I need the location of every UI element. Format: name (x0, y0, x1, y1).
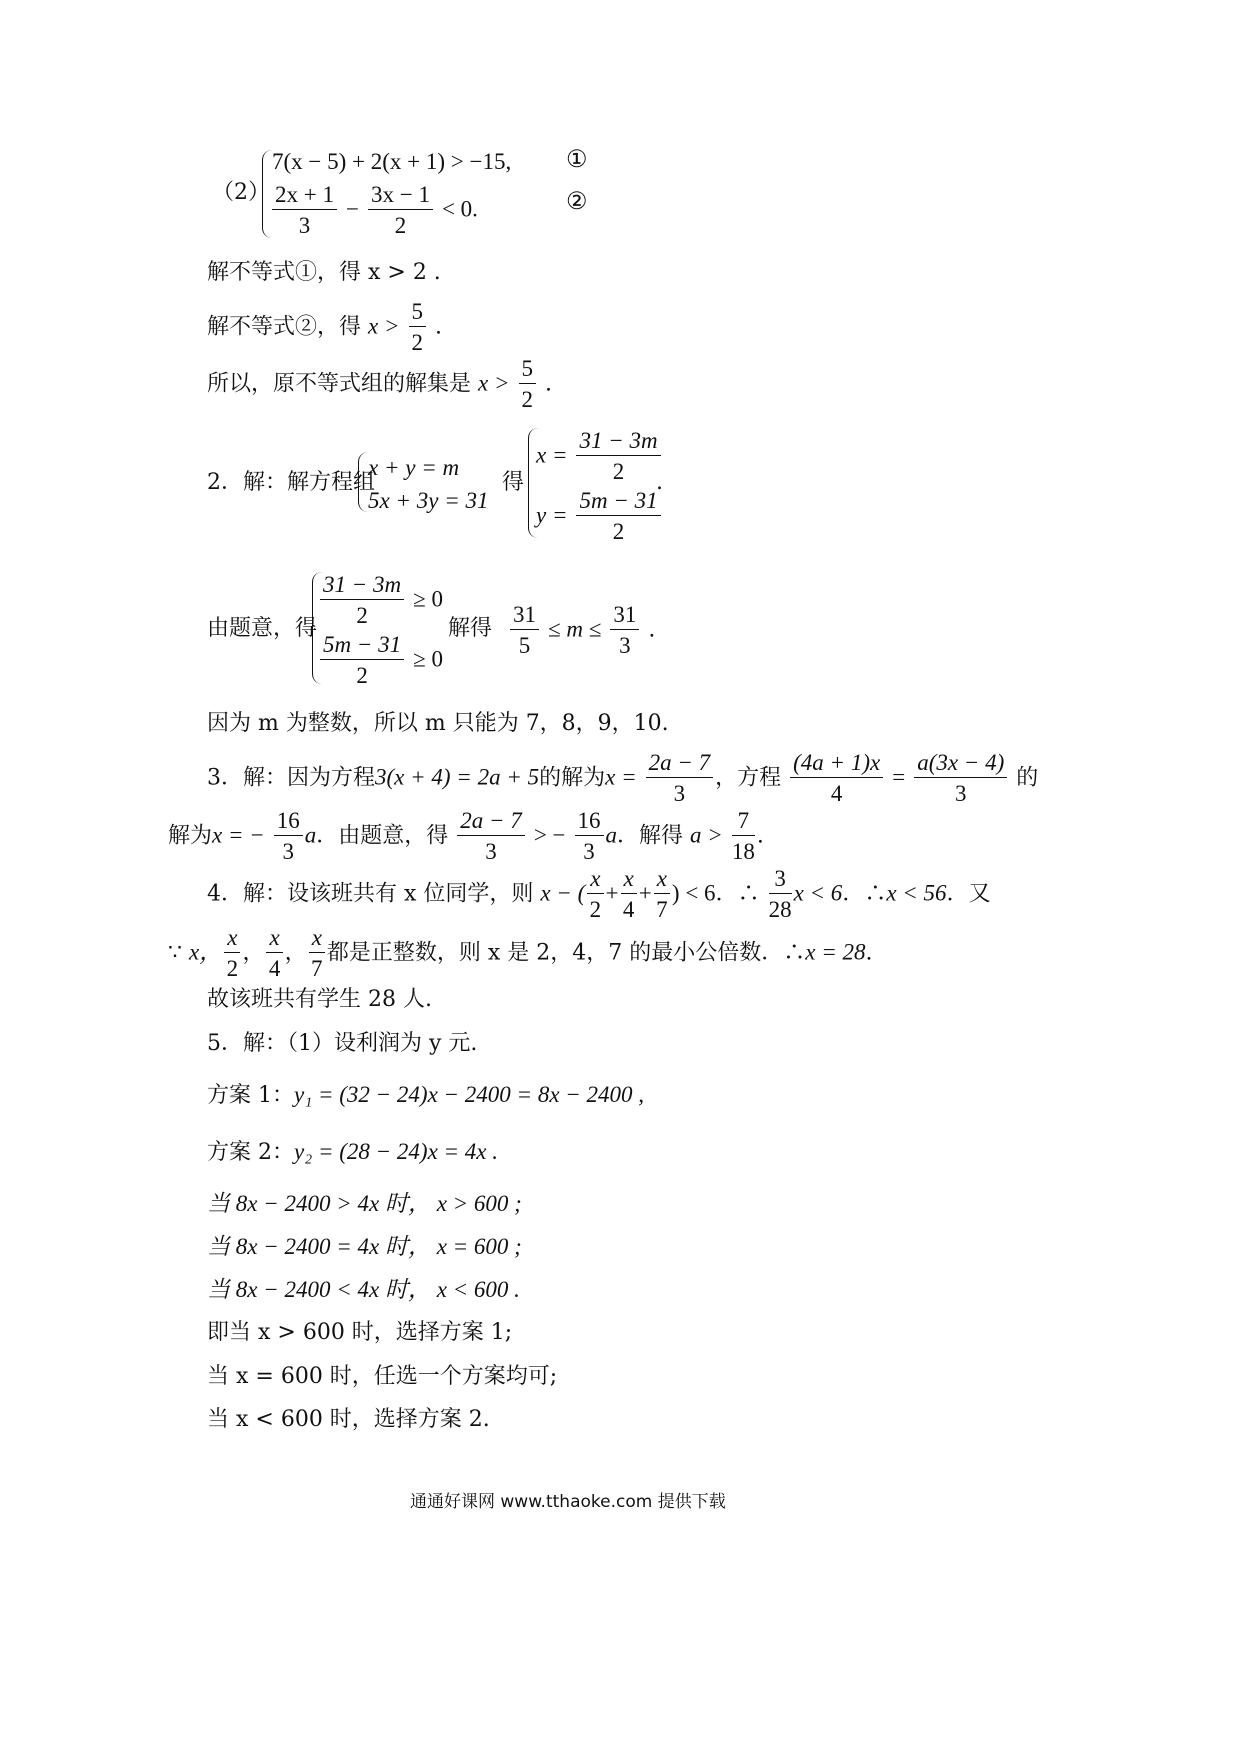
q2-condition-label: 由题意，得 (207, 616, 318, 641)
q2-condition-1: $\frac{31 - 3m}{2}$ ≥ 0 (318, 572, 443, 629)
fraction: $\frac{5}{2}$ (519, 356, 537, 413)
q5-intro: 5．解：（1）设利润为 y 元. (207, 1031, 478, 1056)
q5-conclusion-2: 当 x = 600 时，任选一个方案均可; (207, 1364, 558, 1389)
fraction: $\frac{x}{4}$ (266, 925, 282, 982)
q4-line-1: 4．解：设该班共有 x 位同学，则 x − ( $\frac{x}{2}$ + $\frac{x}{4}$ + $\frac{x}{7}$ ) < 6．∴ $\frac{3}{28}$ x < 6．∴x < 56．又 (207, 866, 991, 923)
fraction: $\frac{x}{2}$ (224, 925, 240, 982)
fraction: $\frac{x}{2}$ (587, 866, 603, 923)
fraction: $\frac{3}{28}$ (768, 866, 792, 923)
q5-plan-2: 方案 2：y₂ = (28 − 24)x = 4x . (207, 1139, 499, 1165)
q2-equation-2: 5x + 3y = 31 (368, 488, 489, 513)
fraction: $\frac{31}{3}$ (610, 602, 639, 659)
q5-conclusion-1: 即当 x > 600 时，选择方案 1; (207, 1320, 513, 1345)
solution-line-1: 解不等式①，得 x > 2 . (207, 260, 441, 285)
fraction: $\frac{a(3x - 4)}{3}$ (914, 750, 1007, 807)
q4-line-2: ∵ x， $\frac{x}{2}$ ， $\frac{x}{4}$ ， $\frac{x}{7}$ 都是正整数，则 x 是 2，4，7 的最小公倍数．∴x = 28. (168, 925, 873, 982)
q2-range: $\frac{31}{5}$ ≤ m ≤ $\frac{31}{3}$ . (508, 602, 655, 659)
q2-end-dot: . (656, 470, 663, 495)
fraction: $\frac{x}{4}$ (621, 866, 637, 923)
fraction: $\frac{5}{2}$ (409, 299, 427, 356)
fraction: $\frac{3x - 1}{2}$ (368, 182, 433, 239)
fraction: $\frac{31}{5}$ (510, 602, 539, 659)
q5-case-3: 当 8x − 2400 < 4x 时， x < 600 . (207, 1277, 520, 1302)
fraction: $\frac{31 - 3m}{2}$ (576, 428, 660, 485)
q2-equation-1: x + y = m (368, 455, 460, 480)
fraction: $\frac{2a - 7}{3}$ (457, 808, 525, 865)
fraction: $\frac{2a - 7}{3}$ (646, 750, 714, 807)
fraction: $\frac{31 - 3m}{2}$ (320, 572, 404, 629)
q4-conclusion: 故该班共有学生 28 人. (207, 987, 432, 1012)
q5-case-2: 当 8x − 2400 = 4x 时， x = 600 ; (207, 1234, 522, 1259)
fraction: $\frac{5m - 31}{2}$ (576, 488, 660, 545)
circled-one-marker: ① (566, 145, 588, 173)
q5-conclusion-3: 当 x < 600 时，选择方案 2. (207, 1407, 490, 1432)
q2-integer-line: 因为 m 为整数，所以 m 只能为 7，8，9，10. (207, 711, 669, 736)
q2-label: 2．解：解方程组 (207, 470, 375, 495)
inequality-1: 7(x − 5) + 2(x + 1) > −15, (272, 149, 512, 174)
fraction: $\frac{5m - 31}{2}$ (320, 632, 404, 689)
fraction: $\frac{(4a + 1)x}{4}$ (790, 750, 883, 807)
q2-result-x: x = $\frac{31 - 3m}{2}$ (536, 428, 663, 485)
fraction: $\frac{16}{3}$ (575, 808, 604, 865)
fraction: $\frac{x}{7}$ (654, 866, 670, 923)
circled-two-marker: ② (566, 187, 588, 215)
solution-line-3: 所以，原不等式组的解集是 x > $\frac{5}{2}$ . (207, 356, 552, 413)
inequality-2: $\frac{2x + 1}{3}$ − $\frac{3x - 1}{2}$ < 0. (270, 182, 478, 239)
fraction: $\frac{16}{3}$ (274, 808, 303, 865)
q2-solve-label: 解得 (448, 616, 493, 641)
q5-plan-1: 方案 1：y₁ = (32 − 24)x − 2400 = 8x − 2400 , (207, 1082, 645, 1108)
solution-line-2: 解不等式②，得 x > $\frac{5}{2}$ . (207, 299, 442, 356)
part-2-label: （2） (212, 180, 270, 205)
page-footer: 通通好课网 www.tthaoke.com 提供下载 (410, 1492, 726, 1512)
q3-line-2: 解为x = − $\frac{16}{3}$ a．由题意，得 $\frac{2a - 7}{3}$ > − $\frac{16}{3}$ a．解得 a > $\frac{7}{18}$ . (168, 808, 764, 865)
fraction: $\frac{x}{7}$ (309, 925, 325, 982)
q3-line-1: 3．解：因为方程3(x + 4) = 2a + 5的解为x = $\frac{2a - 7}{3}$ ，方程 $\frac{(4a + 1)x}{4}$ = $\frac{a(3x - 4)}{3}$ 的 (207, 750, 1039, 807)
q2-result-y: y = $\frac{5m - 31}{2}$ (536, 488, 663, 545)
q2-condition-2: $\frac{5m - 31}{2}$ ≥ 0 (318, 632, 443, 689)
q5-case-1: 当 8x − 2400 > 4x 时， x > 600 ; (207, 1191, 522, 1216)
fraction: $\frac{2x + 1}{3}$ (272, 182, 337, 239)
fraction: $\frac{7}{18}$ (731, 808, 755, 865)
q2-de: 得 (502, 470, 525, 495)
